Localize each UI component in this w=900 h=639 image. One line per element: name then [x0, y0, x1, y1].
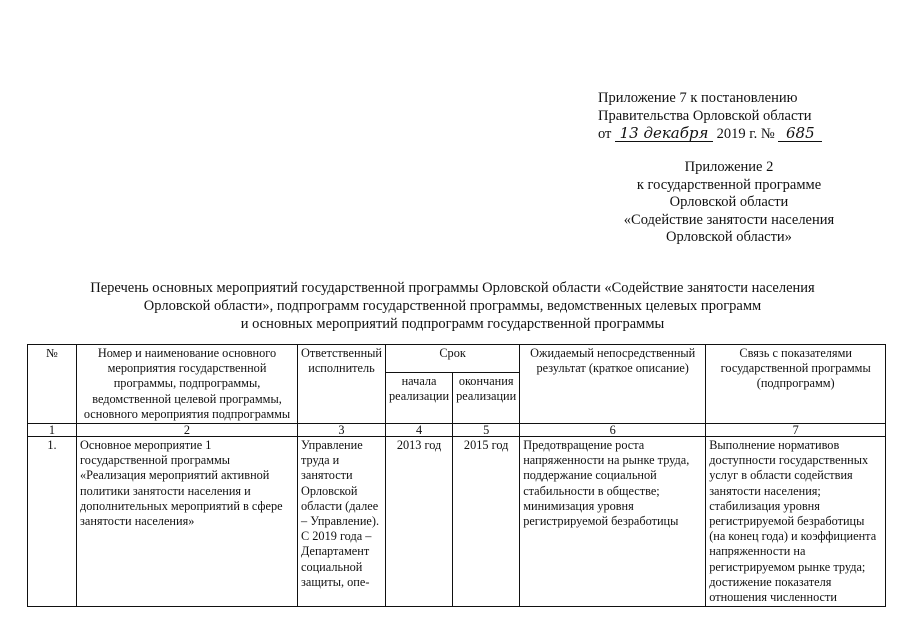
row-result: Предотвращение роста напряженности на рынке труда, поддержание социальной стабильности в обществе; минимизация уровня регистрируемой безработицы: [520, 437, 706, 607]
handwritten-number: 685: [778, 125, 822, 142]
appendix2-line2: к государственной программе: [636, 176, 822, 193]
row-start: 2013 год: [386, 437, 453, 607]
header-end: окончания реализации: [453, 372, 520, 423]
header-result: Ожидаемый непосредственный результат (краткое описание): [520, 345, 706, 424]
appendix7-date-line: [598, 125, 822, 143]
title-line1: Перечень основных мероприятий государственной программы Орловской области «Содействие занятости населения: [90, 280, 815, 296]
column-number: 3: [298, 424, 386, 437]
column-number: 6: [520, 424, 706, 437]
row-name: Основное мероприятие 1 государственной программы «Реализация мероприятий активной политики занятости населения и дополнительных мероприятий в сфере занятости населения»: [77, 437, 298, 607]
column-number: 7: [706, 424, 886, 437]
appendix2-block: [596, 159, 862, 247]
header-no: №: [28, 345, 77, 424]
document-title: [40, 279, 865, 333]
header-name: Номер и наименование основного мероприятия государственной программы, подпрограммы, ведомственной целевой программы, основного мероприятия подпрограммы: [77, 345, 298, 424]
year-label: 2019 г. №: [716, 126, 775, 142]
row-no: 1.: [28, 437, 77, 607]
header-executor: Ответственный исполнитель: [298, 345, 386, 424]
from-label: от: [598, 126, 612, 142]
appendix2-line3: Орловской области: [669, 194, 789, 210]
row-end: 2015 год: [453, 437, 520, 607]
column-number: 5: [453, 424, 520, 437]
handwritten-date: 13 декабря: [615, 125, 713, 142]
title-line2: Орловской области», подпрограмм государственной программы, ведомственных целевых программ: [143, 298, 762, 314]
appendix2-line4: «Содействие занятости населения: [623, 211, 835, 228]
measures-table: [27, 344, 886, 607]
row-link: Выполнение нормативов доступности государственных услуг в области содействия занятости населения; стабилизация уровня регистрируемой безработицы (на конец года) и коэффициента напряженности на регистрируемом рынке труда; достижение показателя отношения численности: [706, 437, 886, 607]
column-number: 1: [28, 424, 77, 437]
header-link: Связь с показателями государственной программы (подпрограмм): [706, 345, 886, 424]
appendix7-block: [598, 89, 822, 143]
appendix2-line1: Приложение 2: [684, 159, 774, 175]
table-row: [28, 437, 886, 607]
column-number: 4: [386, 424, 453, 437]
column-number: 2: [77, 424, 298, 437]
row-executor: Управление труда и занятости Орловской области (далее – Управление). С 2019 года – Департамент социальной защиты, опе-: [298, 437, 386, 607]
title-line3: и основных мероприятий подпрограмм государственной программы: [240, 316, 665, 332]
appendix2-line5: Орловской области»: [666, 229, 792, 245]
column-number-row: [28, 424, 886, 437]
appendix7-line2: Правительства Орловской области: [598, 108, 812, 124]
header-term: Срок: [386, 345, 520, 373]
header-start: начала реализации: [386, 372, 453, 423]
appendix7-line1: Приложение 7 к постановлению: [598, 90, 798, 106]
header-row: [28, 345, 886, 373]
